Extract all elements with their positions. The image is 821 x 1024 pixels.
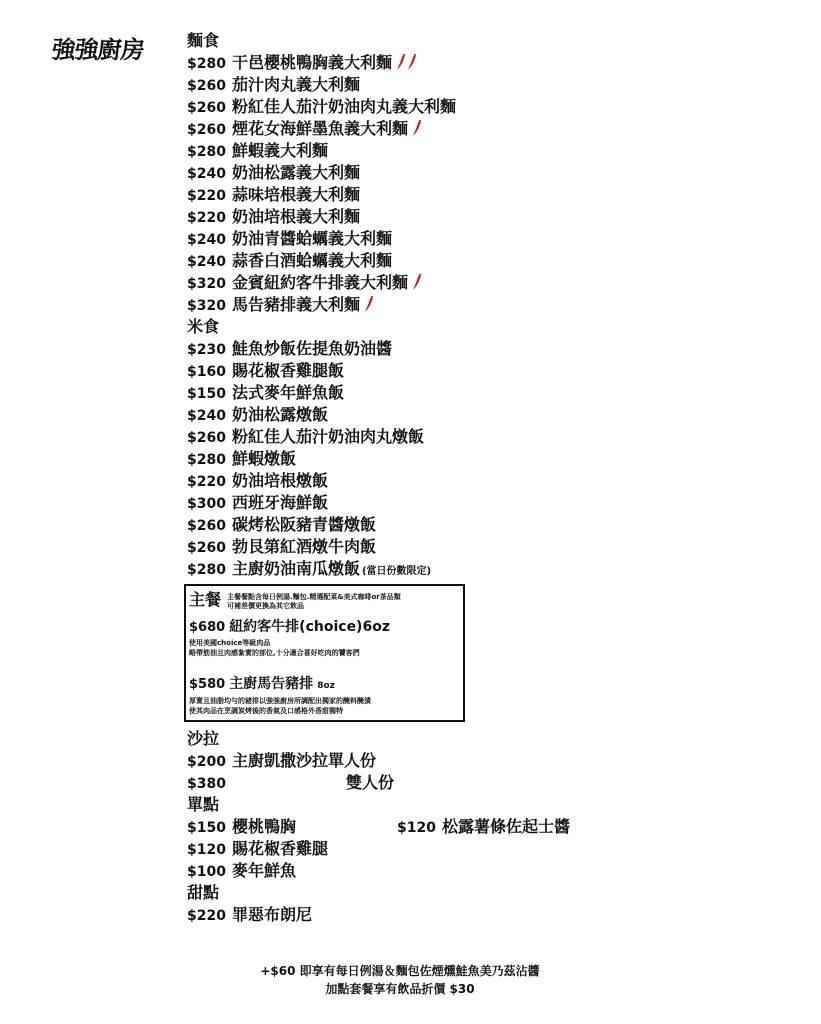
item-name: 勃艮第紅酒燉牛肉飯 — [231, 537, 376, 556]
item-name: 鮮蝦燉飯 — [231, 449, 296, 468]
item-price: $100 — [187, 864, 226, 880]
item-name: 奶油青醬蛤蠣義大利麵 — [231, 229, 392, 248]
menu — [187, 30, 807, 926]
mains-header — [189, 590, 459, 611]
sides-title: 單點 — [187, 795, 220, 814]
chili-pepper-icon — [412, 120, 422, 136]
item-note: 使其肉品在烹調炭烤後的香氣及口感格外香甜獨特 — [189, 707, 343, 715]
menu-item — [187, 838, 397, 860]
sides-right-column — [397, 816, 570, 882]
menu-item — [397, 816, 570, 838]
mains-box — [184, 584, 465, 722]
item-name: 奶油松露燉飯 — [231, 405, 328, 424]
item-name: 松露薯條佐起士醬 — [441, 817, 570, 836]
item-price: $200 — [187, 754, 226, 770]
dessert-title: 甜點 — [187, 883, 220, 902]
item-note: 使用美國choice等級肉品 — [189, 639, 271, 647]
item-name: 賜花椒香雞腿 — [231, 839, 328, 858]
item-price: $240 — [187, 166, 226, 182]
footer-notes — [200, 962, 600, 998]
chili-pepper-icon — [396, 54, 417, 70]
menu-item — [187, 750, 807, 772]
menu-item — [187, 558, 807, 580]
menu-item — [187, 816, 397, 838]
menu-item — [187, 118, 807, 140]
item-price: $580 — [189, 677, 226, 692]
restaurant-logo: 強強廚房 — [50, 35, 146, 64]
item-price: $320 — [187, 298, 226, 314]
menu-item — [189, 617, 459, 638]
item-note: 略帶筋油且肉感紮實的部位,十分適合喜好吃肉的饕客們 — [189, 649, 360, 657]
item-name: 粉紅佳人茄汁奶油肉丸燉飯 — [231, 427, 424, 446]
footer-line2: 加點套餐享有飲品折價 $30 — [325, 982, 475, 996]
menu-item — [187, 206, 807, 228]
chili-pepper-icon — [364, 296, 374, 312]
mains-title: 主餐 — [189, 590, 222, 609]
item-price: $220 — [187, 908, 226, 924]
item-name: 奶油培根義大利麵 — [231, 207, 360, 226]
item-price: $280 — [187, 144, 226, 160]
menu-item — [187, 448, 807, 470]
menu-item — [187, 52, 807, 74]
item-price: $260 — [187, 430, 226, 446]
rice-list — [187, 338, 807, 580]
item-price: $280 — [187, 562, 226, 578]
menu-item — [187, 536, 807, 558]
item-name: 金賓紐約客牛排義大利麵 — [231, 273, 408, 292]
mains-desc-line1: 主餐餐點含每日例湯.麵包.精選配菜&美式咖啡or茶品類 — [227, 593, 401, 601]
menu-item — [187, 860, 397, 882]
item-price: $120 — [397, 820, 436, 836]
rice-title: 米食 — [187, 317, 220, 336]
menu-item — [187, 294, 807, 316]
item-price: $220 — [187, 474, 226, 490]
menu-item — [187, 426, 807, 448]
item-price: $240 — [187, 232, 226, 248]
menu-item — [187, 184, 807, 206]
item-price: $230 — [187, 342, 226, 358]
item-price: $260 — [187, 540, 226, 556]
menu-item — [189, 674, 459, 696]
item-name: 茄汁肉丸義大利麵 — [231, 75, 360, 94]
menu-item — [187, 514, 807, 536]
item-name: 櫻桃鴨胸 — [231, 817, 296, 836]
menu-item — [187, 492, 807, 514]
item-price: $120 — [187, 842, 226, 858]
item-price: $680 — [189, 620, 226, 635]
item-note: (當日份數限定) — [361, 566, 432, 577]
menu-item — [187, 338, 807, 360]
menu-item — [187, 772, 807, 794]
salad-title: 沙拉 — [187, 729, 220, 748]
item-name: 粉紅佳人茄汁奶油肉丸義大利麵 — [231, 97, 456, 116]
item-name: 法式麥年鮮魚飯 — [231, 383, 344, 402]
menu-item — [187, 404, 807, 426]
menu-item — [187, 360, 807, 382]
item-price: $280 — [187, 452, 226, 468]
item-price: $150 — [187, 820, 226, 836]
sides-left-column — [187, 816, 397, 882]
menu-item — [187, 96, 807, 118]
item-price: $300 — [187, 496, 226, 512]
item-name: 馬告豬排義大利麵 — [231, 295, 360, 314]
sides-columns — [187, 816, 807, 882]
menu-item — [187, 904, 807, 926]
menu-item — [187, 272, 807, 294]
item-price: $260 — [187, 122, 226, 138]
noodles-title: 麵食 — [187, 31, 220, 50]
item-name: 鮮蝦義大利麵 — [231, 141, 328, 160]
mains-description — [227, 590, 401, 611]
item-price: $320 — [187, 276, 226, 292]
item-name: 煙花女海鮮墨魚義大利麵 — [231, 119, 408, 138]
item-price: $160 — [187, 364, 226, 380]
item-price: $150 — [187, 386, 226, 402]
item-name: 鮭魚炒飯佐提魚奶油醬 — [231, 339, 392, 358]
item-price: $240 — [187, 408, 226, 424]
item-name: 干邑櫻桃鴨胸義大利麵 — [231, 53, 392, 72]
item-name: 雙人份 — [345, 773, 394, 792]
item-size: 8oz — [317, 681, 335, 691]
item-price: $220 — [187, 188, 226, 204]
item-price: $380 — [187, 776, 226, 792]
item-name: 主廚奶油南瓜燉飯 — [231, 559, 360, 578]
item-name: 碳烤松阪豬青醬燉飯 — [231, 515, 376, 534]
item-price: $280 — [187, 56, 226, 72]
item-name: 紐約客牛排(choice)6oz — [229, 619, 390, 635]
mains-desc-line2: 可補差價更換為其它飲品 — [227, 602, 305, 610]
item-name: 麥年鮮魚 — [231, 861, 296, 880]
item-name: 奶油培根燉飯 — [231, 471, 328, 490]
menu-item — [187, 228, 807, 250]
menu-item — [187, 382, 807, 404]
item-name: 主廚凱撒沙拉單人份 — [231, 751, 376, 770]
menu-item — [187, 140, 807, 162]
item-price: $260 — [187, 78, 226, 94]
item-note: 厚實且油脂均勻的豬排以強強廚房所調配出獨家的醃料醃漬 — [189, 697, 371, 705]
chili-pepper-icon — [412, 274, 422, 290]
menu-item — [187, 74, 807, 96]
item-price: $220 — [187, 210, 226, 226]
item-price: $260 — [187, 518, 226, 534]
item-name: 奶油松露義大利麵 — [231, 163, 360, 182]
item-name: 主廚馬告豬排 — [229, 676, 314, 692]
item-name: 西班牙海鮮飯 — [231, 493, 328, 512]
item-price: $260 — [187, 100, 226, 116]
menu-item — [187, 250, 807, 272]
item-name: 賜花椒香雞腿飯 — [231, 361, 344, 380]
noodles-list — [187, 52, 807, 316]
item-name: 罪惡布朗尼 — [231, 905, 312, 924]
item-price: $240 — [187, 254, 226, 270]
footer-line1: +$60 即享有每日例湯＆麵包佐煙燻鮭魚美乃茲沾醬 — [260, 964, 540, 978]
item-name: 蒜味培根義大利麵 — [231, 185, 360, 204]
item-name: 蒜香白酒蛤蠣義大利麵 — [231, 251, 392, 270]
menu-item — [187, 470, 807, 492]
menu-item — [187, 162, 807, 184]
